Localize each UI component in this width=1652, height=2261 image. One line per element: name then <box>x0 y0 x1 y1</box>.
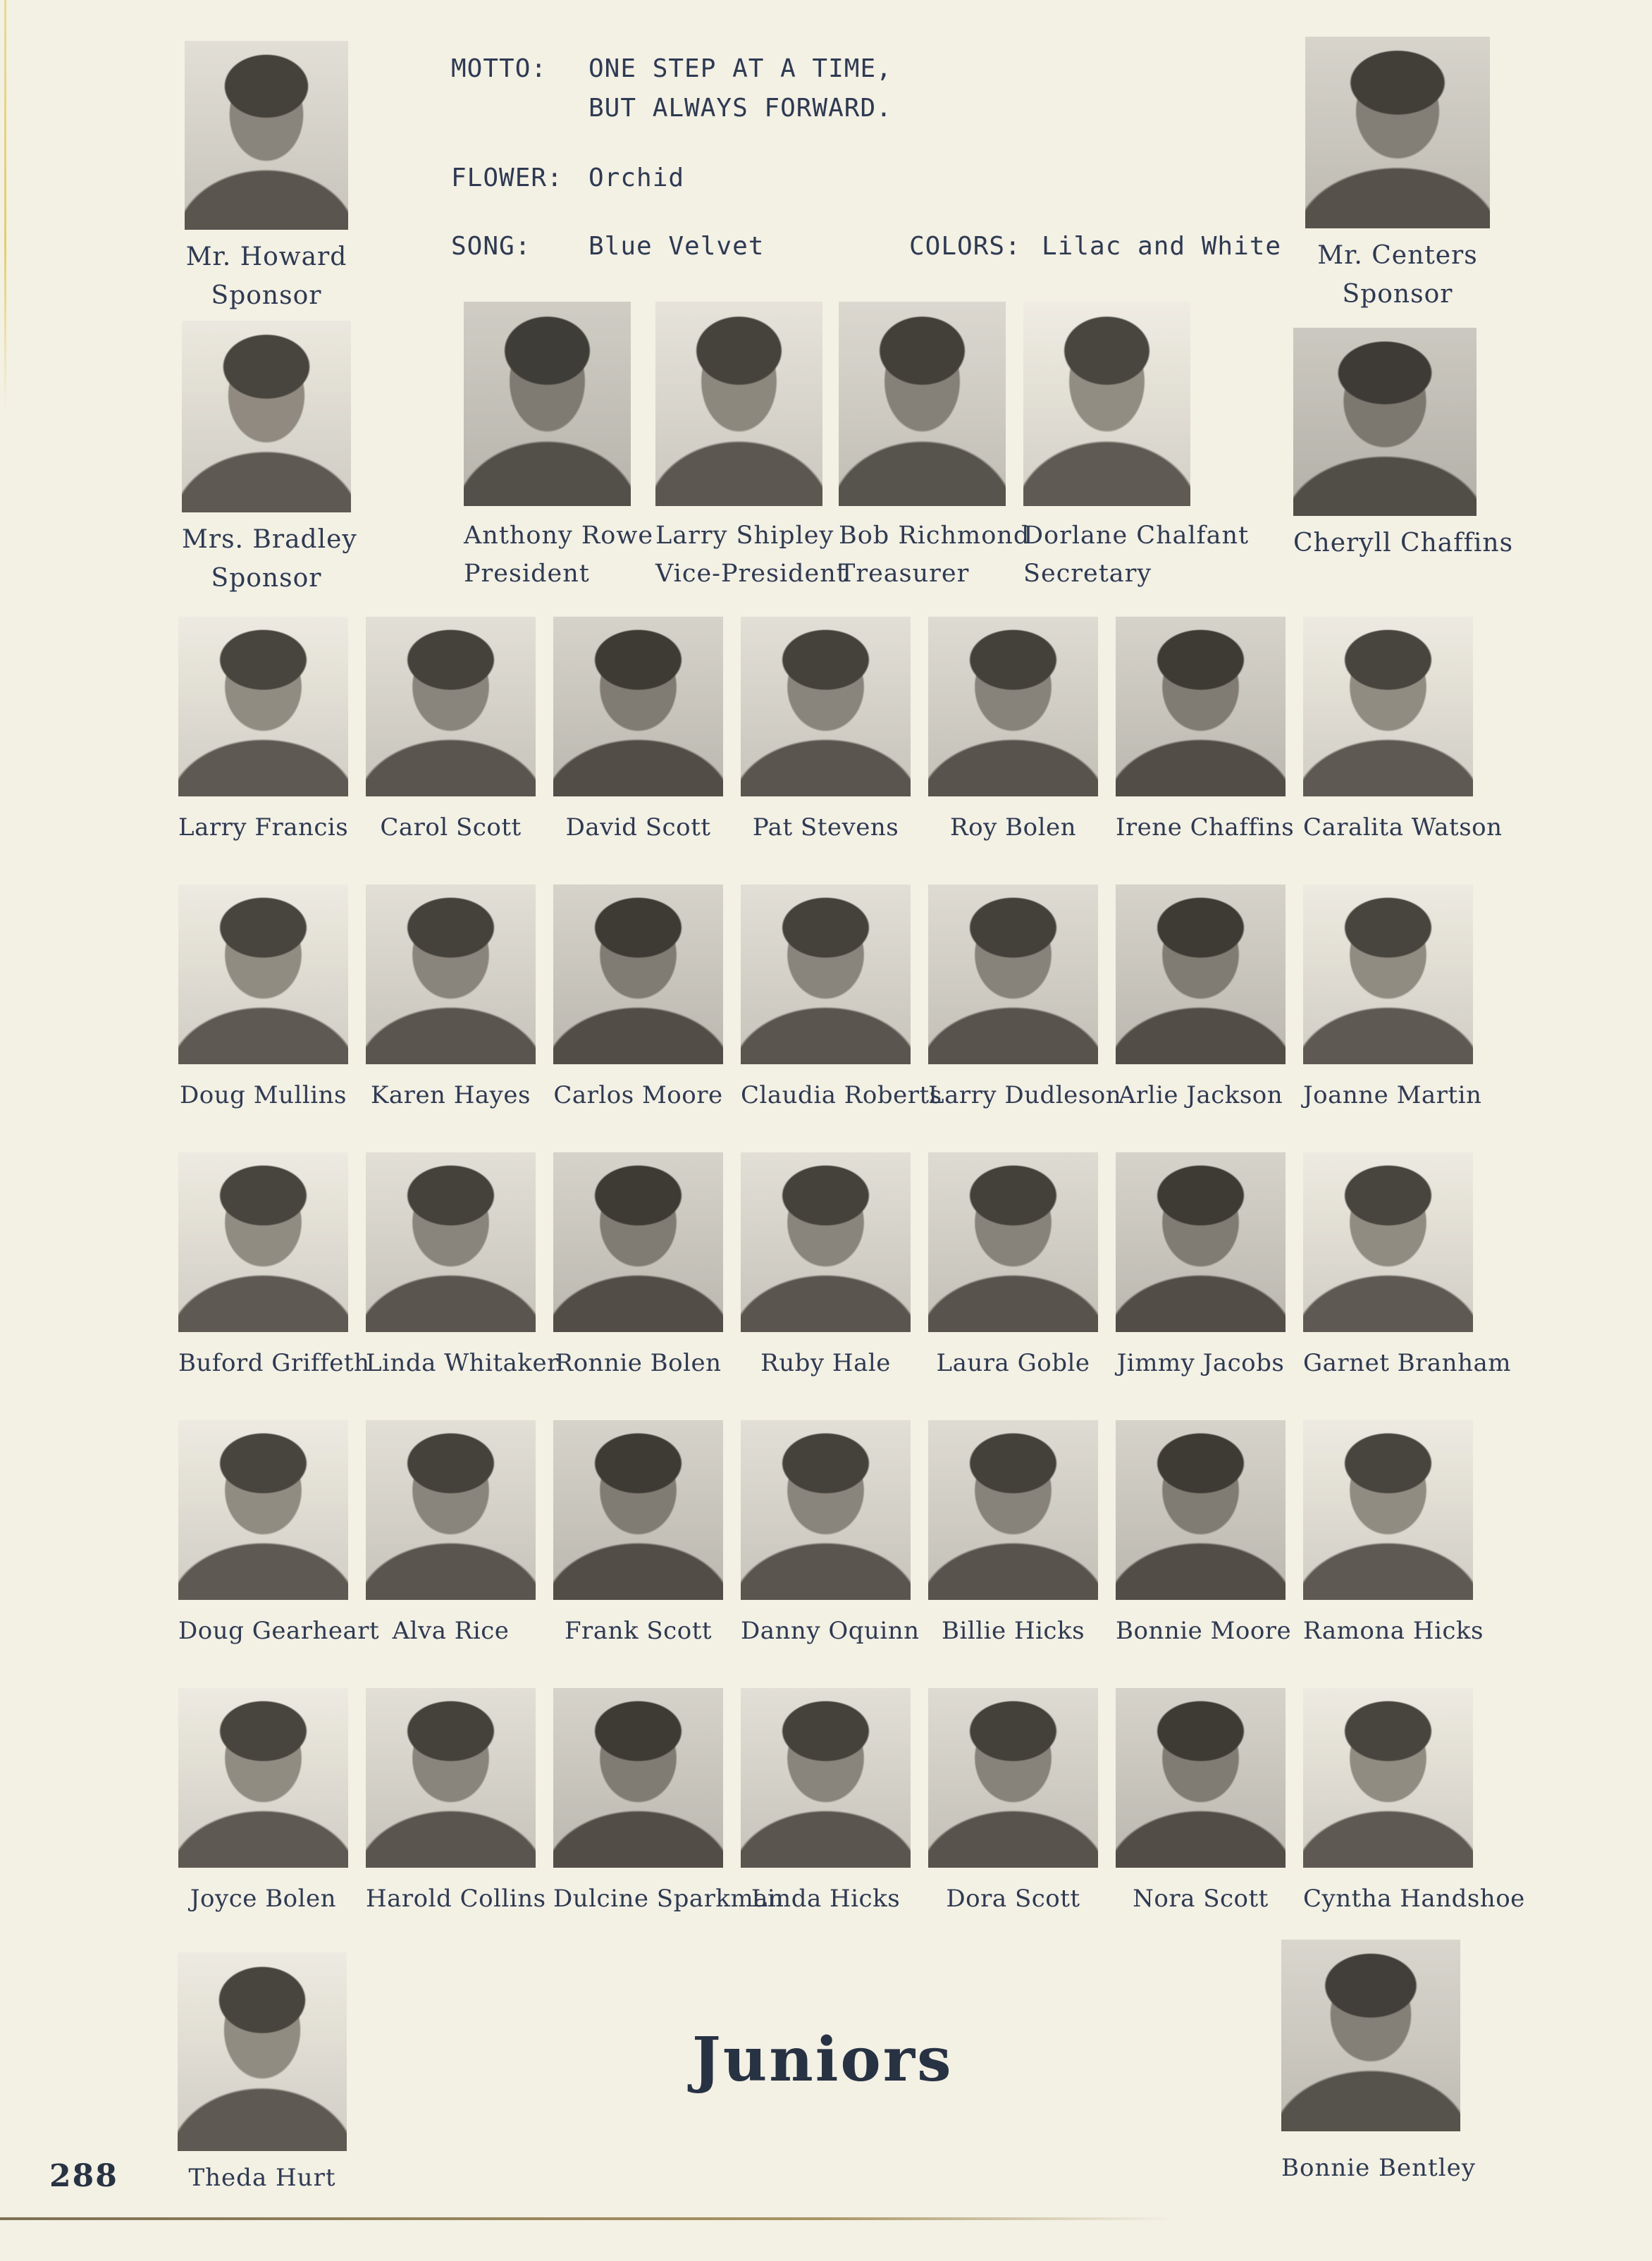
page-edge-line-left <box>4 0 6 409</box>
officer-name: Bob Richmond <box>839 522 1030 550</box>
portrait-photo <box>185 41 348 230</box>
portrait-photo <box>553 1688 723 1868</box>
student-row <box>178 885 1482 1109</box>
student-name: Carol Scott <box>380 813 522 842</box>
student-card <box>1116 1420 1292 1645</box>
student-name: Irene Chaffins <box>1116 813 1295 842</box>
student-card <box>1116 885 1286 1109</box>
student-card <box>178 885 348 1109</box>
student-name: David Scott <box>565 813 711 842</box>
student-card <box>928 1688 1098 1913</box>
portrait-photo <box>928 1420 1098 1600</box>
student-name: Larry Dudleson <box>928 1081 1122 1109</box>
student-name: Billie Hicks <box>941 1617 1085 1645</box>
student-card <box>553 1688 784 1913</box>
student-name: Dora Scott <box>946 1885 1080 1913</box>
colors-value: Lilac and White <box>1042 232 1282 261</box>
portrait-photo <box>1305 37 1490 228</box>
portrait-photo <box>741 1688 911 1868</box>
portrait-photo <box>1116 885 1286 1064</box>
student-card <box>178 617 348 842</box>
portrait-photo <box>1116 617 1286 796</box>
student-name: Jimmy Jacobs <box>1116 1349 1285 1377</box>
student-name: Laura Goble <box>936 1349 1090 1377</box>
portrait-photo <box>1116 1420 1286 1600</box>
student-card <box>741 617 911 842</box>
student-card <box>366 885 536 1109</box>
student-card <box>1303 1688 1525 1913</box>
flower-line <box>451 159 684 198</box>
portrait-photo <box>655 302 822 506</box>
portrait-photo <box>741 617 911 796</box>
student-name: Frank Scott <box>564 1617 713 1645</box>
officer-title: Treasurer <box>839 560 970 588</box>
student-name: Linda Hicks <box>751 1885 901 1913</box>
sponsor-title: Sponsor <box>211 564 322 593</box>
portrait-photo <box>741 1420 911 1600</box>
portrait-photo <box>553 1420 723 1600</box>
song-line <box>451 227 764 266</box>
student-name: Ramona Hicks <box>1303 1617 1484 1645</box>
student-card <box>1303 885 1482 1109</box>
portrait-photo <box>553 617 723 796</box>
student-name: Cyntha Handshoe <box>1303 1885 1525 1913</box>
student-name: Ruby Hale <box>760 1349 891 1377</box>
student-name: Bonnie Moore <box>1116 1617 1292 1645</box>
portrait-photo <box>366 1688 536 1868</box>
portrait-photo <box>182 321 351 512</box>
sponsor-name: Mrs. Bradley <box>182 525 357 554</box>
student-card <box>928 1420 1098 1645</box>
student-card <box>366 1420 536 1645</box>
portrait-photo <box>366 617 536 796</box>
student-card <box>928 885 1122 1109</box>
officer-name: Anthony Rowe <box>464 522 654 550</box>
student-card <box>1303 617 1503 842</box>
portrait-photo <box>1116 1688 1286 1868</box>
portrait-photo <box>928 1688 1098 1868</box>
portrait-photo <box>366 1152 536 1332</box>
sponsor-card-bradley <box>182 321 357 593</box>
student-name: Dulcine Sparkman <box>553 1885 784 1913</box>
student-name: Roy Bolen <box>950 813 1076 842</box>
portrait-photo <box>1303 1688 1473 1868</box>
student-card-featured <box>1293 328 1514 557</box>
student-name: Nora Scott <box>1133 1885 1269 1913</box>
student-name: Danny Oquinn <box>741 1617 920 1645</box>
portrait-photo <box>553 1152 723 1332</box>
student-row <box>178 617 1503 842</box>
officer-title: Secretary <box>1023 560 1152 588</box>
student-card <box>366 1152 559 1377</box>
student-name: Harold Collins <box>366 1885 546 1913</box>
student-card <box>366 1688 546 1913</box>
section-title: Juniors <box>692 2024 954 2095</box>
officer-card-treasurer <box>839 302 1030 588</box>
portrait-photo <box>178 1952 347 2151</box>
student-card <box>741 1420 920 1645</box>
song-value: Blue Velvet <box>588 232 765 261</box>
student-card <box>741 885 942 1109</box>
portrait-photo <box>741 885 911 1064</box>
sponsor-card-centers <box>1305 37 1490 309</box>
flower-label: FLOWER: <box>451 164 563 192</box>
portrait-photo <box>366 885 536 1064</box>
student-card <box>1303 1152 1511 1377</box>
student-card <box>1303 1420 1484 1645</box>
sponsor-title: Sponsor <box>1342 280 1453 309</box>
song-label: SONG: <box>451 232 531 261</box>
student-card <box>178 1152 370 1377</box>
sponsor-title: Sponsor <box>211 281 322 310</box>
portrait-photo <box>178 617 348 796</box>
student-card <box>178 1420 380 1645</box>
student-name: Bonnie Bentley <box>1281 2154 1476 2182</box>
officer-card-secretary <box>1023 302 1250 588</box>
motto-value-line2: BUT ALWAYS FORWARD. <box>588 93 892 123</box>
portrait-photo <box>464 302 631 506</box>
student-card <box>178 1688 348 1913</box>
student-name: Pat Stevens <box>752 813 899 842</box>
portrait-photo <box>928 1152 1098 1332</box>
student-name: Caralita Watson <box>1303 813 1503 842</box>
portrait-photo <box>1116 1152 1286 1332</box>
student-name: Karen Hayes <box>371 1081 531 1109</box>
student-card <box>553 1420 723 1645</box>
portrait-photo <box>1303 885 1473 1064</box>
student-card <box>928 1152 1098 1377</box>
student-name: Theda Hurt <box>188 2164 336 2192</box>
portrait-photo <box>1303 1420 1473 1600</box>
motto-value <box>588 49 892 128</box>
colors-label: COLORS: <box>909 232 1021 261</box>
student-card <box>1116 617 1295 842</box>
student-name: Claudia Roberts <box>741 1081 942 1109</box>
student-card <box>928 617 1098 842</box>
student-row <box>178 1152 1511 1377</box>
student-name: Cheryll Chaffins <box>1293 529 1514 557</box>
student-card-bottom-right <box>1281 1940 1476 2182</box>
student-name: Arlie Jackson <box>1118 1081 1283 1109</box>
portrait-photo <box>1303 617 1473 796</box>
portrait-photo <box>1293 328 1477 516</box>
student-row <box>178 1420 1484 1645</box>
officer-name: Larry Shipley <box>655 522 834 550</box>
student-card <box>741 1688 911 1913</box>
page-edge-line-bottom <box>0 2217 1170 2220</box>
student-name: Carlos Moore <box>553 1081 723 1109</box>
portrait-photo <box>178 1152 348 1332</box>
student-card-bottom-left <box>178 1952 347 2192</box>
portrait-photo <box>366 1420 536 1600</box>
officer-card-president <box>464 302 654 588</box>
student-card <box>553 885 723 1109</box>
motto-line <box>451 49 892 128</box>
student-card <box>741 1152 911 1377</box>
portrait-photo <box>178 885 348 1064</box>
student-name: Joanne Martin <box>1303 1081 1482 1109</box>
colors-line <box>909 227 1281 266</box>
portrait-photo <box>178 1688 348 1868</box>
flower-value: Orchid <box>588 164 685 192</box>
portrait-photo <box>1303 1152 1473 1332</box>
portrait-photo <box>178 1420 348 1600</box>
student-name: Joyce Bolen <box>190 1885 337 1913</box>
student-card <box>553 1152 723 1377</box>
student-card <box>366 617 536 842</box>
officer-title: Vice-President <box>655 560 847 588</box>
motto-value-line1: ONE STEP AT A TIME, <box>588 54 892 83</box>
student-card <box>1116 1688 1286 1913</box>
portrait-photo <box>928 885 1098 1064</box>
portrait-photo <box>839 302 1006 506</box>
student-name: Doug Gearheart <box>178 1617 380 1645</box>
motto-label: MOTTO: <box>451 54 548 83</box>
student-name: Doug Mullins <box>180 1081 347 1109</box>
sponsor-name: Mr. Howard <box>185 242 347 271</box>
page-number: 288 <box>49 2158 118 2194</box>
sponsor-name: Mr. Centers <box>1317 241 1478 270</box>
student-name: Garnet Branham <box>1303 1349 1511 1377</box>
officer-name: Dorlane Chalfant <box>1023 522 1250 550</box>
student-name: Larry Francis <box>178 813 349 842</box>
student-name: Buford Griffeth <box>178 1349 370 1377</box>
student-name: Ronnie Bolen <box>555 1349 722 1377</box>
sponsor-card-howard <box>185 41 348 310</box>
officer-title: President <box>464 560 590 588</box>
portrait-photo <box>1023 302 1190 506</box>
officer-card-vice-president <box>655 302 847 588</box>
student-name: Linda Whitaker <box>366 1349 559 1377</box>
student-row <box>178 1688 1525 1913</box>
student-card <box>1116 1152 1286 1377</box>
portrait-photo <box>553 885 723 1064</box>
portrait-photo <box>741 1152 911 1332</box>
portrait-photo <box>1281 1940 1460 2131</box>
portrait-photo <box>928 617 1098 796</box>
student-card <box>553 617 723 842</box>
student-name: Alva Rice <box>392 1617 510 1645</box>
